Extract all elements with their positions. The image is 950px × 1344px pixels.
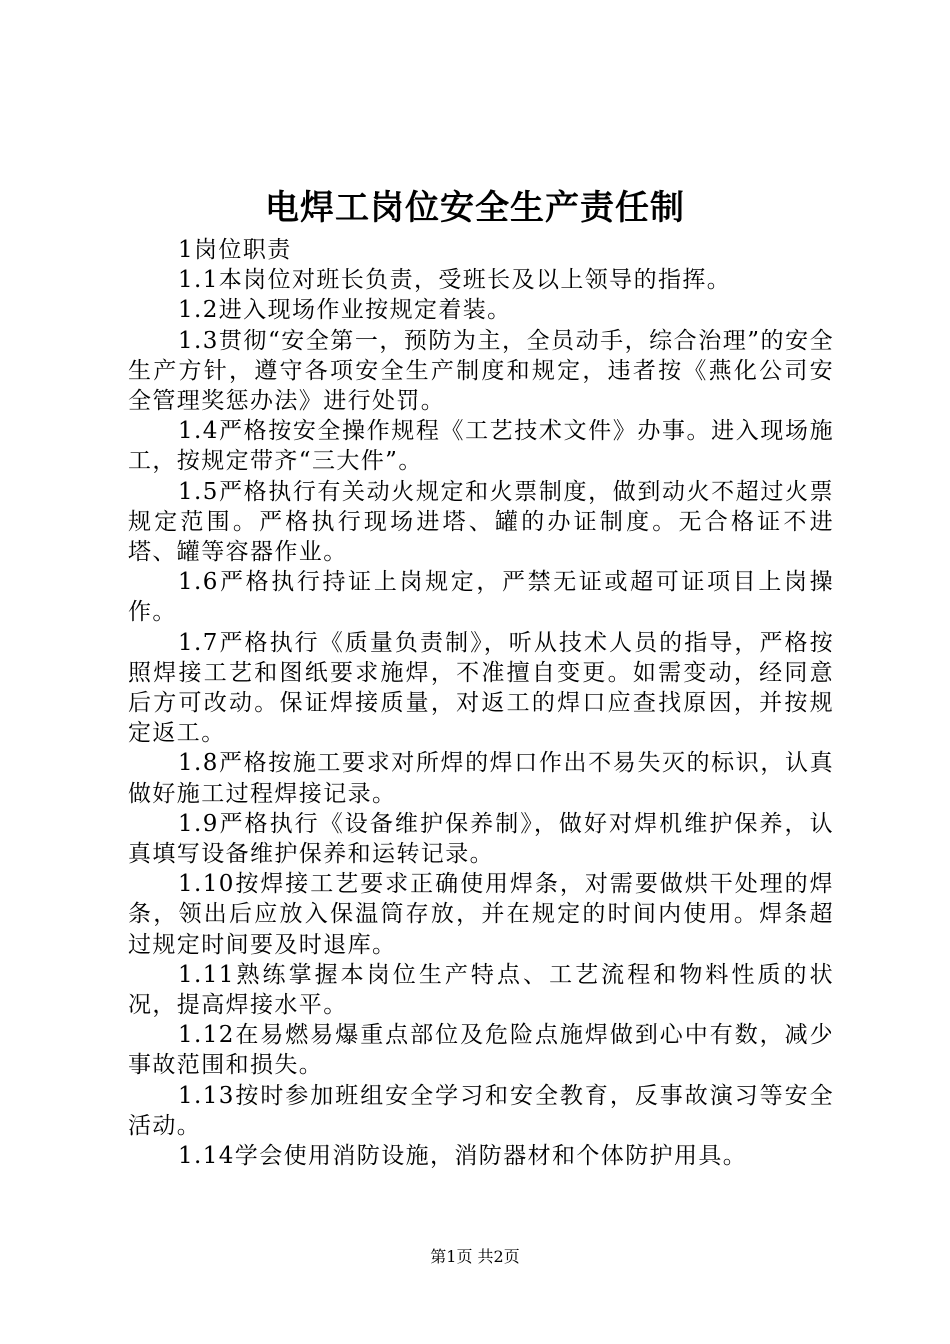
paragraph-1-12: 1.12在易燃易爆重点部位及危险点施焊做到心中有数，减少事故范围和损失。 [128,1022,834,1079]
paragraph-1-6: 1.6严格执行持证上岗规定，严禁无证或超可证项目上岗操作。 [128,569,834,626]
paragraph-section-heading: 1岗位职责 [178,237,292,263]
paragraph-1-1: 1.1本岗位对班长负责，受班长及以上领导的指挥。 [178,267,732,294]
paragraph-1-11: 1.11熟练掌握本岗位生产特点、工艺流程和物料性质的状况，提高焊接水平。 [128,961,834,1019]
paragraph-1-4: 1.4严格按安全操作规程《工艺技术文件》办事。进入现场施工，按规定带齐“三大件”。 [128,418,834,475]
paragraph-1-10: 1.10按焊接工艺要求正确使用焊条，对需要做烘干处理的焊条，领出后应放入保温筒存放，并在规定的时间内使用。焊条超过规定时间要及时退库。 [128,871,834,958]
document-body [128,235,834,1171]
paragraph-1-9: 1.9严格执行《设备维护保养制》，做好对焊机维护保养，认真填写设备维护保养和运转记录。 [128,810,834,868]
page-number-footer: 第1页 共2页 [430,1247,520,1266]
paragraph-1-5: 1.5严格执行有关动火规定和火票制度，做到动火不超过火票规定范围。严格执行现场进塔、罐的办证制度。无合格证不进塔、罐等容器作业。 [128,478,834,566]
paragraph-1-8: 1.8严格按施工要求对所焊的焊口作出不易失灭的标识，认真做好施工过程焊接记录。 [128,750,834,807]
page-title: 电焊工岗位安全生产责任制 [265,188,685,228]
paragraph-1-13: 1.13按时参加班组安全学习和安全教育，反事故演习等安全活动。 [128,1082,834,1139]
paragraph-1-14: 1.14学会使用消防设施，消防器材和个体防护用具。 [178,1143,748,1170]
paragraph-1-7: 1.7严格执行《质量负责制》，听从技术人员的指导，严格按照焊接工艺和图纸要求施焊，不准擅自变更。如需变动，经同意后方可改动。保证焊接质量，对返工的焊口应查找原因，并按规定返工。 [128,629,834,747]
paragraph-1-3: 1.3贯彻“安全第一，预防为主，全员动手，综合治理”的安全生产方针，遵守各项安全生产制度和规定，违者按《燕化公司安全管理奖惩办法》进行处罚。 [128,327,834,415]
paragraph-1-2: 1.2进入现场作业按规定着装。 [178,297,512,324]
